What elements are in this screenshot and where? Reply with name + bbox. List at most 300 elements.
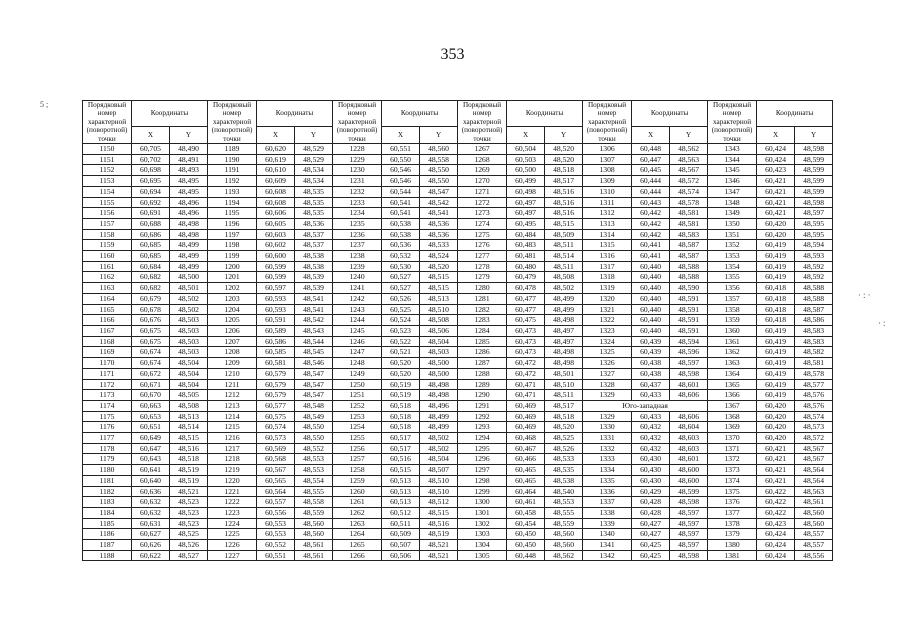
y-coordinate: 48,503	[170, 336, 208, 347]
point-number: 1162	[83, 272, 132, 283]
x-coordinate: 60,423	[757, 165, 795, 176]
point-number: 1327	[583, 368, 632, 379]
y-coordinate: 48,526	[545, 443, 583, 454]
y-coordinate: 48,599	[795, 186, 833, 197]
y-coordinate: 48,599	[795, 154, 833, 165]
y-coordinate: 48,538	[545, 475, 583, 486]
point-number: 1354	[708, 261, 757, 272]
y-coordinate: 48,544	[295, 336, 333, 347]
y-coordinate: 48,550	[420, 176, 458, 187]
point-number: 1357	[708, 293, 757, 304]
point-number: 1217	[208, 443, 257, 454]
y-coordinate: 48,550	[420, 165, 458, 176]
table-row	[83, 304, 833, 315]
x-coordinate: 60,427	[632, 529, 670, 540]
point-number: 1332	[583, 443, 632, 454]
point-number: 1374	[708, 475, 757, 486]
coordinates-header: Координаты	[507, 101, 583, 127]
point-number: 1228	[333, 144, 382, 155]
y-coordinate: 48,587	[795, 304, 833, 315]
x-coordinate: 60,433	[632, 411, 670, 422]
x-coordinate: 60,521	[382, 347, 420, 358]
point-number: 1295	[458, 443, 507, 454]
x-header: X	[132, 127, 170, 144]
x-header: X	[757, 127, 795, 144]
y-coordinate: 48,599	[670, 486, 708, 497]
point-number: 1247	[333, 347, 382, 358]
x-coordinate: 60,573	[257, 433, 295, 444]
point-number: 1378	[708, 518, 757, 529]
point-number: 1253	[333, 411, 382, 422]
point-number: 1207	[208, 336, 257, 347]
point-number: 1373	[708, 465, 757, 476]
point-number: 1266	[333, 550, 382, 561]
point-number: 1216	[208, 433, 257, 444]
y-coordinate: 48,516	[545, 208, 583, 219]
y-coordinate: 48,560	[795, 507, 833, 518]
y-coordinate: 48,547	[295, 390, 333, 401]
point-number: 1283	[458, 315, 507, 326]
x-coordinate: 60,428	[632, 497, 670, 508]
x-coordinate: 60,602	[257, 240, 295, 251]
y-coordinate: 48,578	[795, 368, 833, 379]
y-header: Y	[795, 127, 833, 144]
point-number: 1299	[458, 486, 507, 497]
x-coordinate: 60,685	[132, 251, 170, 262]
point-number: 1210	[208, 368, 257, 379]
x-coordinate: 60,600	[257, 251, 295, 262]
y-coordinate: 48,536	[420, 229, 458, 240]
y-coordinate: 48,558	[295, 497, 333, 508]
point-number: 1227	[208, 550, 257, 561]
y-coordinate: 48,588	[670, 261, 708, 272]
x-coordinate: 60,473	[507, 336, 545, 347]
y-coordinate: 48,594	[795, 240, 833, 251]
point-number: 1165	[83, 304, 132, 315]
point-number: 1338	[583, 507, 632, 518]
x-coordinate: 60,419	[757, 379, 795, 390]
y-coordinate: 48,539	[295, 272, 333, 283]
y-coordinate: 48,560	[295, 518, 333, 529]
y-coordinate: 48,516	[420, 518, 458, 529]
x-coordinate: 60,469	[507, 400, 545, 411]
y-coordinate: 48,512	[420, 497, 458, 508]
x-coordinate: 60,497	[507, 197, 545, 208]
table-row	[83, 197, 833, 208]
x-coordinate: 60,473	[507, 347, 545, 358]
table-row	[83, 229, 833, 240]
y-coordinate: 48,519	[170, 465, 208, 476]
y-coordinate: 48,599	[795, 176, 833, 187]
y-coordinate: 48,547	[295, 379, 333, 390]
y-coordinate: 48,504	[170, 379, 208, 390]
point-number: 1334	[583, 465, 632, 476]
x-coordinate: 60,553	[257, 518, 295, 529]
y-coordinate: 48,547	[420, 186, 458, 197]
header-row	[83, 101, 833, 127]
x-coordinate: 60,439	[632, 347, 670, 358]
point-number: 1341	[583, 540, 632, 551]
x-coordinate: 60,688	[132, 218, 170, 229]
point-number: 1220	[208, 475, 257, 486]
section-label: Юго-западная	[583, 400, 708, 411]
y-coordinate: 48,560	[295, 529, 333, 540]
x-coordinate: 60,636	[132, 486, 170, 497]
table-row	[83, 315, 833, 326]
point-number: 1182	[83, 486, 132, 497]
x-coordinate: 60,438	[632, 368, 670, 379]
y-coordinate: 48,497	[545, 325, 583, 336]
table-row	[83, 154, 833, 165]
y-coordinate: 48,513	[170, 411, 208, 422]
x-coordinate: 60,427	[632, 518, 670, 529]
x-coordinate: 60,512	[382, 507, 420, 518]
ordinal-header: Порядковый номер характерной (поворотной) точки	[583, 101, 632, 144]
point-number: 1361	[708, 336, 757, 347]
point-number: 1152	[83, 165, 132, 176]
point-number: 1175	[83, 411, 132, 422]
y-coordinate: 48,538	[295, 261, 333, 272]
x-coordinate: 60,422	[757, 497, 795, 508]
table-row	[83, 390, 833, 401]
x-coordinate: 60,679	[132, 293, 170, 304]
x-coordinate: 60,433	[632, 390, 670, 401]
x-coordinate: 60,454	[507, 518, 545, 529]
y-coordinate: 48,545	[295, 347, 333, 358]
point-number: 1206	[208, 325, 257, 336]
x-coordinate: 60,620	[257, 144, 295, 155]
y-coordinate: 48,563	[670, 154, 708, 165]
x-coordinate: 60,603	[257, 229, 295, 240]
x-coordinate: 60,418	[757, 283, 795, 294]
y-coordinate: 48,557	[795, 540, 833, 551]
y-coordinate: 48,539	[295, 283, 333, 294]
point-number: 1293	[458, 422, 507, 433]
point-number: 1272	[458, 197, 507, 208]
x-coordinate: 60,518	[382, 422, 420, 433]
x-coordinate: 60,422	[757, 486, 795, 497]
y-coordinate: 48,509	[545, 229, 583, 240]
table-row	[83, 272, 833, 283]
x-coordinate: 60,440	[632, 283, 670, 294]
table-row	[83, 325, 833, 336]
y-coordinate: 48,503	[420, 347, 458, 358]
y-coordinate: 48,511	[545, 390, 583, 401]
point-number: 1324	[583, 336, 632, 347]
point-number: 1256	[333, 443, 382, 454]
x-coordinate: 60,518	[382, 400, 420, 411]
x-coordinate: 60,705	[132, 144, 170, 155]
point-number: 1166	[83, 315, 132, 326]
x-coordinate: 60,553	[257, 529, 295, 540]
y-coordinate: 48,515	[420, 283, 458, 294]
x-coordinate: 60,421	[757, 176, 795, 187]
point-number: 1170	[83, 358, 132, 369]
point-number: 1359	[708, 315, 757, 326]
table-row	[83, 497, 833, 508]
y-coordinate: 48,559	[545, 518, 583, 529]
x-coordinate: 60,605	[257, 218, 295, 229]
x-coordinate: 60,541	[382, 197, 420, 208]
y-coordinate: 48,498	[545, 358, 583, 369]
y-coordinate: 48,502	[420, 443, 458, 454]
point-number: 1254	[333, 422, 382, 433]
y-coordinate: 48,517	[545, 176, 583, 187]
point-number: 1172	[83, 379, 132, 390]
y-coordinate: 48,600	[670, 465, 708, 476]
point-number: 1380	[708, 540, 757, 551]
point-number: 1289	[458, 379, 507, 390]
point-number: 1245	[333, 325, 382, 336]
y-coordinate: 48,511	[545, 261, 583, 272]
x-coordinate: 60,438	[632, 358, 670, 369]
point-number: 1362	[708, 347, 757, 358]
y-coordinate: 48,542	[295, 315, 333, 326]
point-number: 1262	[333, 507, 382, 518]
point-number: 1241	[333, 283, 382, 294]
point-number: 1243	[333, 304, 382, 315]
x-coordinate: 60,421	[757, 197, 795, 208]
x-coordinate: 60,473	[507, 325, 545, 336]
x-coordinate: 60,516	[382, 454, 420, 465]
point-number: 1290	[458, 390, 507, 401]
table-row	[83, 411, 833, 422]
point-number: 1156	[83, 208, 132, 219]
x-coordinate: 60,589	[257, 325, 295, 336]
x-coordinate: 60,567	[257, 465, 295, 476]
y-coordinate: 48,523	[170, 497, 208, 508]
y-coordinate: 48,504	[170, 358, 208, 369]
x-coordinate: 60,674	[132, 358, 170, 369]
table-row	[83, 176, 833, 187]
y-coordinate: 48,529	[295, 144, 333, 155]
point-number: 1351	[708, 229, 757, 240]
y-coordinate: 48,538	[295, 251, 333, 262]
y-coordinate: 48,598	[670, 497, 708, 508]
point-number: 1328	[583, 379, 632, 390]
y-coordinate: 48,603	[670, 433, 708, 444]
point-number: 1160	[83, 251, 132, 262]
point-number: 1226	[208, 540, 257, 551]
y-coordinate: 48,581	[670, 218, 708, 229]
point-number: 1349	[708, 208, 757, 219]
x-coordinate: 60,419	[757, 347, 795, 358]
x-coordinate: 60,499	[507, 176, 545, 187]
y-coordinate: 48,523	[170, 507, 208, 518]
x-coordinate: 60,517	[382, 443, 420, 454]
x-coordinate: 60,419	[757, 240, 795, 251]
point-number: 1347	[708, 186, 757, 197]
point-number: 1238	[333, 251, 382, 262]
y-coordinate: 48,526	[170, 540, 208, 551]
y-coordinate: 48,541	[295, 304, 333, 315]
y-coordinate: 48,499	[545, 304, 583, 315]
point-number: 1239	[333, 261, 382, 272]
x-coordinate: 60,471	[507, 390, 545, 401]
x-coordinate: 60,593	[257, 293, 295, 304]
x-coordinate: 60,579	[257, 379, 295, 390]
x-coordinate: 60,467	[507, 443, 545, 454]
ordinal-header: Порядковый номер характерной (поворотной) точки	[333, 101, 382, 144]
x-coordinate: 60,418	[757, 293, 795, 304]
point-number: 1282	[458, 304, 507, 315]
y-coordinate: 48,519	[420, 529, 458, 540]
y-coordinate: 48,514	[545, 251, 583, 262]
point-number: 1355	[708, 272, 757, 283]
x-coordinate: 60,419	[757, 325, 795, 336]
x-coordinate: 60,530	[382, 261, 420, 272]
x-coordinate: 60,472	[507, 368, 545, 379]
y-coordinate: 48,558	[420, 154, 458, 165]
point-number: 1377	[708, 507, 757, 518]
x-coordinate: 60,619	[257, 154, 295, 165]
y-coordinate: 48,578	[670, 197, 708, 208]
y-coordinate: 48,502	[170, 304, 208, 315]
y-coordinate: 48,588	[795, 293, 833, 304]
x-coordinate: 60,640	[132, 475, 170, 486]
point-number: 1203	[208, 293, 257, 304]
x-coordinate: 60,424	[757, 154, 795, 165]
y-coordinate: 48,503	[170, 347, 208, 358]
point-number: 1180	[83, 465, 132, 476]
point-number: 1223	[208, 507, 257, 518]
x-coordinate: 60,591	[257, 315, 295, 326]
y-coordinate: 48,572	[670, 176, 708, 187]
y-coordinate: 48,524	[420, 251, 458, 262]
point-number: 1167	[83, 325, 132, 336]
x-coordinate: 60,471	[507, 379, 545, 390]
x-coordinate: 60,641	[132, 465, 170, 476]
point-number: 1345	[708, 165, 757, 176]
y-coordinate: 48,498	[545, 347, 583, 358]
x-coordinate: 60,442	[632, 218, 670, 229]
y-coordinate: 48,560	[795, 518, 833, 529]
y-coordinate: 48,497	[545, 336, 583, 347]
point-number: 1157	[83, 218, 132, 229]
point-number: 1333	[583, 454, 632, 465]
x-coordinate: 60,441	[632, 251, 670, 262]
x-coordinate: 60,477	[507, 293, 545, 304]
point-number: 1339	[583, 518, 632, 529]
point-number: 1222	[208, 497, 257, 508]
y-coordinate: 48,559	[295, 507, 333, 518]
x-coordinate: 60,536	[382, 240, 420, 251]
scan-speckle: ·:·	[858, 290, 873, 300]
x-coordinate: 60,550	[382, 154, 420, 165]
point-number: 1242	[333, 293, 382, 304]
y-coordinate: 48,597	[670, 529, 708, 540]
x-coordinate: 60,518	[382, 411, 420, 422]
point-number: 1275	[458, 229, 507, 240]
point-number: 1370	[708, 433, 757, 444]
x-coordinate: 60,432	[632, 443, 670, 454]
point-number: 1330	[583, 422, 632, 433]
x-coordinate: 60,682	[132, 283, 170, 294]
point-number: 1171	[83, 368, 132, 379]
point-number: 1280	[458, 283, 507, 294]
point-number: 1235	[333, 218, 382, 229]
x-coordinate: 60,678	[132, 304, 170, 315]
x-coordinate: 60,698	[132, 165, 170, 176]
x-coordinate: 60,418	[757, 304, 795, 315]
x-coordinate: 60,500	[507, 165, 545, 176]
y-coordinate: 48,576	[795, 390, 833, 401]
table-row	[83, 507, 833, 518]
y-coordinate: 48,529	[295, 154, 333, 165]
point-number: 1155	[83, 197, 132, 208]
point-number: 1209	[208, 358, 257, 369]
point-number: 1352	[708, 240, 757, 251]
point-number: 1277	[458, 251, 507, 262]
table-row	[83, 293, 833, 304]
x-coordinate: 60,498	[507, 186, 545, 197]
point-number: 1344	[708, 154, 757, 165]
point-number: 1189	[208, 144, 257, 155]
point-number: 1232	[333, 186, 382, 197]
point-number: 1178	[83, 443, 132, 454]
y-coordinate: 48,541	[420, 208, 458, 219]
x-coordinate: 60,443	[632, 197, 670, 208]
table-row	[83, 529, 833, 540]
x-coordinate: 60,437	[632, 379, 670, 390]
y-header: Y	[295, 127, 333, 144]
point-number: 1236	[333, 229, 382, 240]
x-coordinate: 60,447	[632, 154, 670, 165]
y-coordinate: 48,581	[795, 358, 833, 369]
point-number: 1309	[583, 176, 632, 187]
y-coordinate: 48,597	[670, 540, 708, 551]
y-coordinate: 48,561	[295, 550, 333, 561]
y-coordinate: 48,598	[670, 368, 708, 379]
y-header: Y	[170, 127, 208, 144]
y-coordinate: 48,535	[295, 186, 333, 197]
point-number: 1159	[83, 240, 132, 251]
x-coordinate: 60,647	[132, 443, 170, 454]
x-coordinate: 60,577	[257, 400, 295, 411]
point-number: 1342	[583, 550, 632, 561]
point-number: 1319	[583, 283, 632, 294]
x-coordinate: 60,480	[507, 261, 545, 272]
table-row	[83, 400, 833, 411]
y-coordinate: 48,561	[295, 540, 333, 551]
y-coordinate: 48,541	[295, 293, 333, 304]
point-number: 1287	[458, 358, 507, 369]
y-coordinate: 48,591	[670, 315, 708, 326]
x-coordinate: 60,649	[132, 433, 170, 444]
y-coordinate: 48,516	[545, 197, 583, 208]
y-coordinate: 48,498	[170, 229, 208, 240]
y-coordinate: 48,542	[420, 197, 458, 208]
point-number: 1252	[333, 400, 382, 411]
x-coordinate: 60,484	[507, 229, 545, 240]
x-coordinate: 60,458	[507, 507, 545, 518]
y-coordinate: 48,554	[295, 475, 333, 486]
x-coordinate: 60,585	[257, 347, 295, 358]
y-coordinate: 48,504	[420, 454, 458, 465]
point-number: 1196	[208, 218, 257, 229]
point-number: 1158	[83, 229, 132, 240]
x-coordinate: 60,546	[382, 176, 420, 187]
point-number: 1356	[708, 283, 757, 294]
table-row	[83, 186, 833, 197]
x-coordinate: 60,551	[257, 550, 295, 561]
y-coordinate: 48,520	[545, 154, 583, 165]
y-coordinate: 48,527	[170, 550, 208, 561]
y-coordinate: 48,555	[295, 486, 333, 497]
point-number: 1219	[208, 465, 257, 476]
x-coordinate: 60,450	[507, 529, 545, 540]
point-number: 1197	[208, 229, 257, 240]
